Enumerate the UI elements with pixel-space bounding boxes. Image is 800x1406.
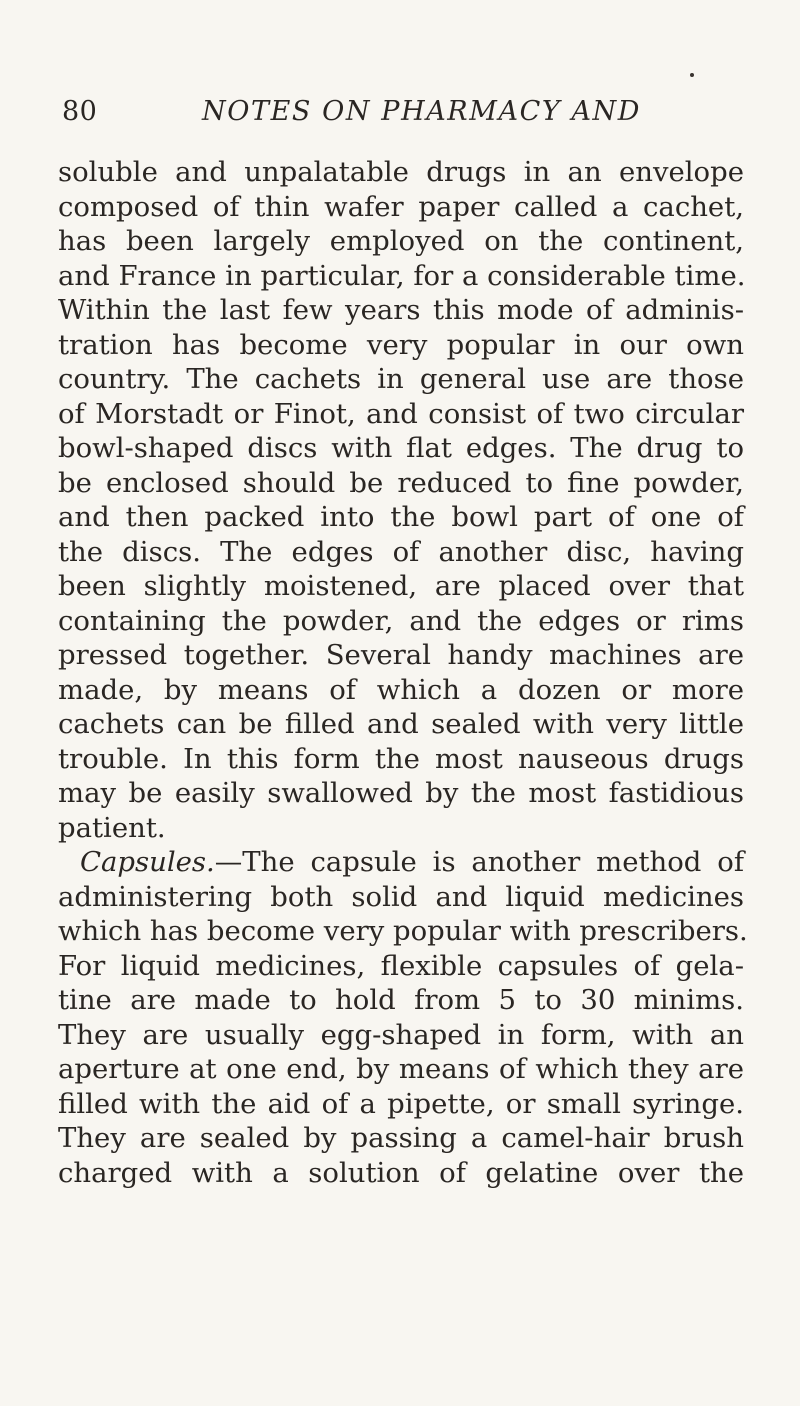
text-line: aperture at one end, by means of which they are xyxy=(58,1053,744,1085)
text-line: which has become very popular with prescribers. xyxy=(58,915,748,947)
print-speck xyxy=(690,73,694,77)
text-line: Within the last few years this mode of adminis- xyxy=(58,294,744,326)
text-line: pressed together. Several handy machines are xyxy=(58,639,744,671)
running-head: NOTES ON PHARMACY AND xyxy=(202,96,642,127)
text-line: tine are made to hold from 5 to 30 minims. xyxy=(58,984,744,1016)
text-line: has been largely employed on the continent, xyxy=(58,225,744,257)
text-line: charged with a solution of gelatine over the xyxy=(58,1156,744,1189)
text-line: tration has become very popular in our own xyxy=(58,328,744,361)
text-line: cachets can be filled and sealed with very little xyxy=(58,708,744,740)
page-number: 80 xyxy=(62,96,98,127)
text-line: may be easily swallowed by the most fastidious xyxy=(58,777,744,809)
body-text xyxy=(58,155,748,1190)
page-header xyxy=(62,96,708,136)
text-line: trouble. In this form the most nauseous drugs xyxy=(58,742,744,775)
text-line: bowl-shaped discs with flat edges. The drug to xyxy=(58,432,744,464)
text-line: For liquid medicines, flexible capsules of gela- xyxy=(58,949,744,982)
text-line: made, by means of which a dozen or more xyxy=(58,673,744,706)
capsules-heading: Capsules. xyxy=(80,846,215,878)
text-line: patient. xyxy=(58,811,166,844)
text-line: be enclosed should be reduced to fine powder, xyxy=(58,466,744,499)
text-line: They are sealed by passing a camel-hair brush xyxy=(58,1122,744,1154)
text-line: country. The cachets in general use are those xyxy=(58,363,744,395)
text-line: composed of thin wafer paper called a cachet, xyxy=(58,190,744,223)
text-line: of Morstadt or Finot, and consist of two circular xyxy=(58,397,744,430)
text-line: been slightly moistened, are placed over that xyxy=(58,570,744,602)
text-line: and then packed into the bowl part of one of xyxy=(58,501,744,533)
text-line: soluble and unpalatable drugs in an envelope xyxy=(58,156,744,188)
capsules-first-line-text: —The capsule is another method of xyxy=(214,846,744,878)
text-line: They are usually egg-shaped in form, with an xyxy=(58,1018,744,1051)
text-line: the discs. The edges of another disc, having xyxy=(58,535,744,568)
text-line: and France in particular, for a considerable time. xyxy=(58,259,746,292)
text-line: administering both solid and liquid medicines xyxy=(58,880,744,913)
text-line: containing the powder, and the edges or rims xyxy=(58,604,744,637)
capsules-paragraph-start xyxy=(58,845,744,880)
text-line: filled with the aid of a pipette, or small syringe. xyxy=(58,1087,744,1120)
